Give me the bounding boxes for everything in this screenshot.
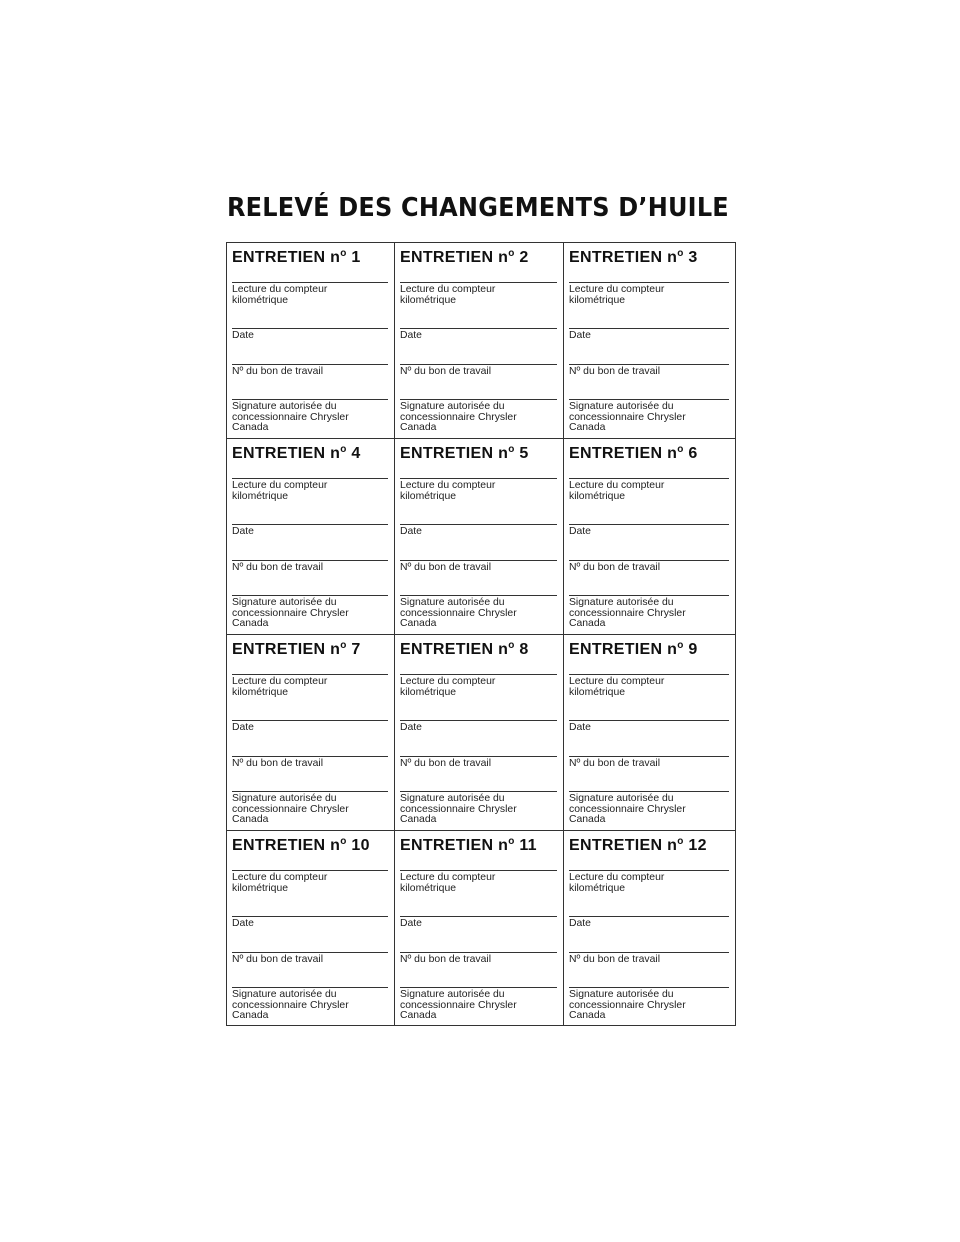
service-title-prefix: ENTRETIEN n [569, 445, 678, 462]
fill-in-line[interactable] [232, 478, 388, 479]
fill-in-line[interactable] [232, 328, 388, 329]
service-entry-3 [564, 243, 735, 439]
odometer-reading-label: Lecture du compteur kilométrique [569, 480, 665, 502]
dealer-signature-label: Signature autorisée du concessionnaire Chrysler Canada [569, 401, 686, 433]
work-order-number-field[interactable] [569, 756, 729, 770]
odometer-reading-label: Lecture du compteur kilométrique [400, 872, 496, 894]
fill-in-line[interactable] [232, 524, 388, 525]
service-title-degree: o [508, 444, 515, 455]
fill-in-line[interactable] [232, 720, 388, 721]
dealer-signature-label: Signature autorisée du concessionnaire Chrysler Canada [400, 989, 517, 1021]
odometer-reading-field[interactable] [569, 870, 729, 894]
service-entry-title [232, 248, 361, 267]
service-title-number: 5 [514, 445, 529, 462]
dealer-signature-field[interactable] [400, 399, 557, 434]
odometer-reading-label: Lecture du compteur kilométrique [400, 676, 496, 698]
odometer-reading-label: Lecture du compteur kilométrique [569, 872, 665, 894]
fill-in-line[interactable] [400, 595, 557, 596]
fill-in-line[interactable] [569, 987, 729, 988]
fill-in-line[interactable] [569, 328, 729, 329]
work-order-number-label: Nº du bon de travail [400, 954, 492, 965]
service-title-prefix: ENTRETIEN n [569, 641, 678, 658]
odometer-reading-field[interactable] [400, 870, 557, 894]
service-title-degree: o [677, 444, 684, 455]
dealer-signature-label: Signature autorisée du concessionnaire Chrysler Canada [569, 793, 686, 825]
service-title-degree: o [340, 248, 347, 259]
service-title-number: 3 [683, 249, 698, 266]
work-order-number-label: Nº du bon de travail [400, 366, 492, 377]
odometer-reading-label: Lecture du compteur kilométrique [400, 480, 496, 502]
work-order-number-field[interactable] [232, 952, 388, 966]
service-title-prefix: ENTRETIEN n [400, 445, 509, 462]
date-field[interactable] [569, 916, 729, 930]
service-entry-10 [227, 831, 395, 1025]
service-entry-title [232, 444, 361, 463]
dealer-signature-field[interactable] [232, 987, 388, 1022]
date-field[interactable] [232, 720, 388, 734]
fill-in-line[interactable] [569, 282, 729, 283]
service-entry-title [400, 248, 529, 267]
service-title-degree: o [340, 444, 347, 455]
service-title-prefix: ENTRETIEN n [232, 249, 341, 266]
odometer-reading-field[interactable] [232, 282, 388, 306]
work-order-number-field[interactable] [569, 952, 729, 966]
service-entry-6 [564, 439, 735, 635]
dealer-signature-label: Signature autorisée du concessionnaire Chrysler Canada [400, 401, 517, 433]
fill-in-line[interactable] [232, 399, 388, 400]
service-title-prefix: ENTRETIEN n [400, 641, 509, 658]
fill-in-line[interactable] [569, 674, 729, 675]
service-entry-5 [395, 439, 564, 635]
date-field[interactable] [400, 328, 557, 342]
service-entry-11 [395, 831, 564, 1025]
service-entry-2 [395, 243, 564, 439]
work-order-number-label: Nº du bon de travail [400, 562, 492, 573]
work-order-number-field[interactable] [569, 364, 729, 378]
work-order-number-label: Nº du bon de travail [569, 562, 661, 573]
service-title-degree: o [677, 836, 684, 847]
date-label: Date [569, 330, 591, 341]
odometer-reading-field[interactable] [400, 282, 557, 306]
fill-in-line[interactable] [400, 756, 557, 757]
date-label: Date [569, 526, 591, 537]
service-title-degree: o [340, 640, 347, 651]
work-order-number-label: Nº du bon de travail [569, 758, 661, 769]
fill-in-line[interactable] [232, 756, 388, 757]
service-entry-7 [227, 635, 395, 831]
work-order-number-field[interactable] [400, 756, 557, 770]
odometer-reading-field[interactable] [232, 478, 388, 502]
fill-in-line[interactable] [569, 478, 729, 479]
fill-in-line[interactable] [232, 595, 388, 596]
service-entry-title [569, 836, 707, 855]
service-title-number: 1 [346, 249, 361, 266]
work-order-number-label: Nº du bon de travail [232, 366, 324, 377]
dealer-signature-label: Signature autorisée du concessionnaire Chrysler Canada [400, 597, 517, 629]
service-title-prefix: ENTRETIEN n [232, 641, 341, 658]
odometer-reading-label: Lecture du compteur kilométrique [232, 480, 328, 502]
service-title-number: 8 [514, 641, 529, 658]
service-entry-9 [564, 635, 735, 831]
dealer-signature-label: Signature autorisée du concessionnaire Chrysler Canada [232, 793, 349, 825]
odometer-reading-label: Lecture du compteur kilométrique [232, 872, 328, 894]
work-order-number-field[interactable] [232, 364, 388, 378]
dealer-signature-label: Signature autorisée du concessionnaire Chrysler Canada [232, 989, 349, 1021]
fill-in-line[interactable] [400, 524, 557, 525]
service-title-number: 10 [346, 837, 370, 854]
work-order-number-field[interactable] [232, 560, 388, 574]
work-order-number-label: Nº du bon de travail [232, 562, 324, 573]
date-label: Date [400, 722, 422, 733]
fill-in-line[interactable] [232, 364, 388, 365]
date-field[interactable] [569, 720, 729, 734]
date-label: Date [232, 722, 254, 733]
date-label: Date [400, 918, 422, 929]
odometer-reading-field[interactable] [400, 674, 557, 698]
date-field[interactable] [569, 328, 729, 342]
dealer-signature-field[interactable] [232, 791, 388, 826]
fill-in-line[interactable] [400, 364, 557, 365]
service-title-number: 2 [514, 249, 529, 266]
service-entry-title [569, 444, 698, 463]
work-order-number-label: Nº du bon de travail [232, 954, 324, 965]
service-title-prefix: ENTRETIEN n [569, 249, 678, 266]
fill-in-line[interactable] [400, 870, 557, 871]
service-entry-title [400, 640, 529, 659]
fill-in-line[interactable] [232, 791, 388, 792]
fill-in-line[interactable] [232, 952, 388, 953]
service-title-number: 7 [346, 641, 361, 658]
service-title-number: 11 [514, 837, 537, 854]
fill-in-line[interactable] [400, 674, 557, 675]
date-field[interactable] [400, 916, 557, 930]
odometer-reading-field[interactable] [400, 478, 557, 502]
service-title-degree: o [508, 836, 515, 847]
work-order-number-field[interactable] [400, 560, 557, 574]
work-order-number-label: Nº du bon de travail [569, 954, 661, 965]
dealer-signature-label: Signature autorisée du concessionnaire Chrysler Canada [400, 793, 517, 825]
dealer-signature-field[interactable] [569, 399, 729, 434]
fill-in-line[interactable] [400, 560, 557, 561]
odometer-reading-field[interactable] [569, 282, 729, 306]
dealer-signature-label: Signature autorisée du concessionnaire Chrysler Canada [232, 401, 349, 433]
fill-in-line[interactable] [232, 870, 388, 871]
dealer-signature-field[interactable] [569, 595, 729, 630]
date-label: Date [400, 526, 422, 537]
fill-in-line[interactable] [232, 282, 388, 283]
fill-in-line[interactable] [400, 328, 557, 329]
date-label: Date [232, 526, 254, 537]
date-label: Date [400, 330, 422, 341]
service-title-degree: o [677, 640, 684, 651]
service-entry-title [232, 836, 370, 855]
dealer-signature-field[interactable] [569, 987, 729, 1022]
date-field[interactable] [232, 328, 388, 342]
fill-in-line[interactable] [569, 399, 729, 400]
service-entry-title [400, 444, 529, 463]
service-entry-12 [564, 831, 735, 1025]
date-label: Date [232, 918, 254, 929]
date-field[interactable] [400, 524, 557, 538]
fill-in-line[interactable] [569, 916, 729, 917]
fill-in-line[interactable] [569, 756, 729, 757]
fill-in-line[interactable] [569, 524, 729, 525]
fill-in-line[interactable] [400, 282, 557, 283]
service-entry-title [569, 640, 698, 659]
odometer-reading-label: Lecture du compteur kilométrique [400, 284, 496, 306]
date-label: Date [232, 330, 254, 341]
date-field[interactable] [400, 720, 557, 734]
service-entry-title [569, 248, 698, 267]
work-order-number-field[interactable] [400, 952, 557, 966]
date-label: Date [569, 918, 591, 929]
service-entry-8 [395, 635, 564, 831]
fill-in-line[interactable] [569, 791, 729, 792]
fill-in-line[interactable] [400, 952, 557, 953]
dealer-signature-field[interactable] [400, 791, 557, 826]
odometer-reading-field[interactable] [569, 674, 729, 698]
dealer-signature-field[interactable] [232, 595, 388, 630]
oil-change-record-grid [226, 242, 736, 1026]
work-order-number-label: Nº du bon de travail [400, 758, 492, 769]
service-title-prefix: ENTRETIEN n [232, 445, 341, 462]
odometer-reading-label: Lecture du compteur kilométrique [569, 284, 665, 306]
fill-in-line[interactable] [232, 674, 388, 675]
fill-in-line[interactable] [569, 870, 729, 871]
service-entry-title [232, 640, 361, 659]
service-title-degree: o [677, 248, 684, 259]
service-title-degree: o [508, 640, 515, 651]
odometer-reading-field[interactable] [569, 478, 729, 502]
fill-in-line[interactable] [569, 952, 729, 953]
service-title-number: 6 [683, 445, 698, 462]
date-label: Date [569, 722, 591, 733]
service-title-prefix: ENTRETIEN n [400, 249, 509, 266]
fill-in-line[interactable] [400, 791, 557, 792]
service-title-number: 4 [346, 445, 361, 462]
work-order-number-field[interactable] [569, 560, 729, 574]
work-order-number-field[interactable] [232, 756, 388, 770]
dealer-signature-field[interactable] [569, 791, 729, 826]
fill-in-line[interactable] [400, 399, 557, 400]
service-title-prefix: ENTRETIEN n [232, 837, 341, 854]
service-title-degree: o [508, 248, 515, 259]
service-title-degree: o [340, 836, 347, 847]
date-field[interactable] [232, 916, 388, 930]
service-title-number: 9 [683, 641, 698, 658]
fill-in-line[interactable] [232, 916, 388, 917]
service-entry-4 [227, 439, 395, 635]
dealer-signature-label: Signature autorisée du concessionnaire Chrysler Canada [569, 597, 686, 629]
date-field[interactable] [232, 524, 388, 538]
work-order-number-field[interactable] [400, 364, 557, 378]
fill-in-line[interactable] [232, 987, 388, 988]
odometer-reading-field[interactable] [232, 674, 388, 698]
odometer-reading-label: Lecture du compteur kilométrique [232, 676, 328, 698]
fill-in-line[interactable] [400, 478, 557, 479]
fill-in-line[interactable] [569, 560, 729, 561]
odometer-reading-label: Lecture du compteur kilométrique [232, 284, 328, 306]
fill-in-line[interactable] [400, 987, 557, 988]
service-entry-title [400, 836, 537, 855]
service-title-number: 12 [683, 837, 707, 854]
service-entry-1 [227, 243, 395, 439]
fill-in-line[interactable] [569, 595, 729, 596]
fill-in-line[interactable] [400, 916, 557, 917]
fill-in-line[interactable] [569, 720, 729, 721]
service-title-prefix: ENTRETIEN n [569, 837, 678, 854]
service-title-prefix: ENTRETIEN n [400, 837, 509, 854]
dealer-signature-label: Signature autorisée du concessionnaire Chrysler Canada [569, 989, 686, 1021]
fill-in-line[interactable] [569, 364, 729, 365]
odometer-reading-label: Lecture du compteur kilométrique [569, 676, 665, 698]
odometer-reading-field[interactable] [232, 870, 388, 894]
dealer-signature-label: Signature autorisée du concessionnaire Chrysler Canada [232, 597, 349, 629]
dealer-signature-field[interactable] [232, 399, 388, 434]
work-order-number-label: Nº du bon de travail [232, 758, 324, 769]
date-field[interactable] [569, 524, 729, 538]
dealer-signature-field[interactable] [400, 595, 557, 630]
page-title: RELEVÉ DES CHANGEMENTS D’HUILE [227, 192, 729, 223]
fill-in-line[interactable] [400, 720, 557, 721]
fill-in-line[interactable] [232, 560, 388, 561]
dealer-signature-field[interactable] [400, 987, 557, 1022]
work-order-number-label: Nº du bon de travail [569, 366, 661, 377]
